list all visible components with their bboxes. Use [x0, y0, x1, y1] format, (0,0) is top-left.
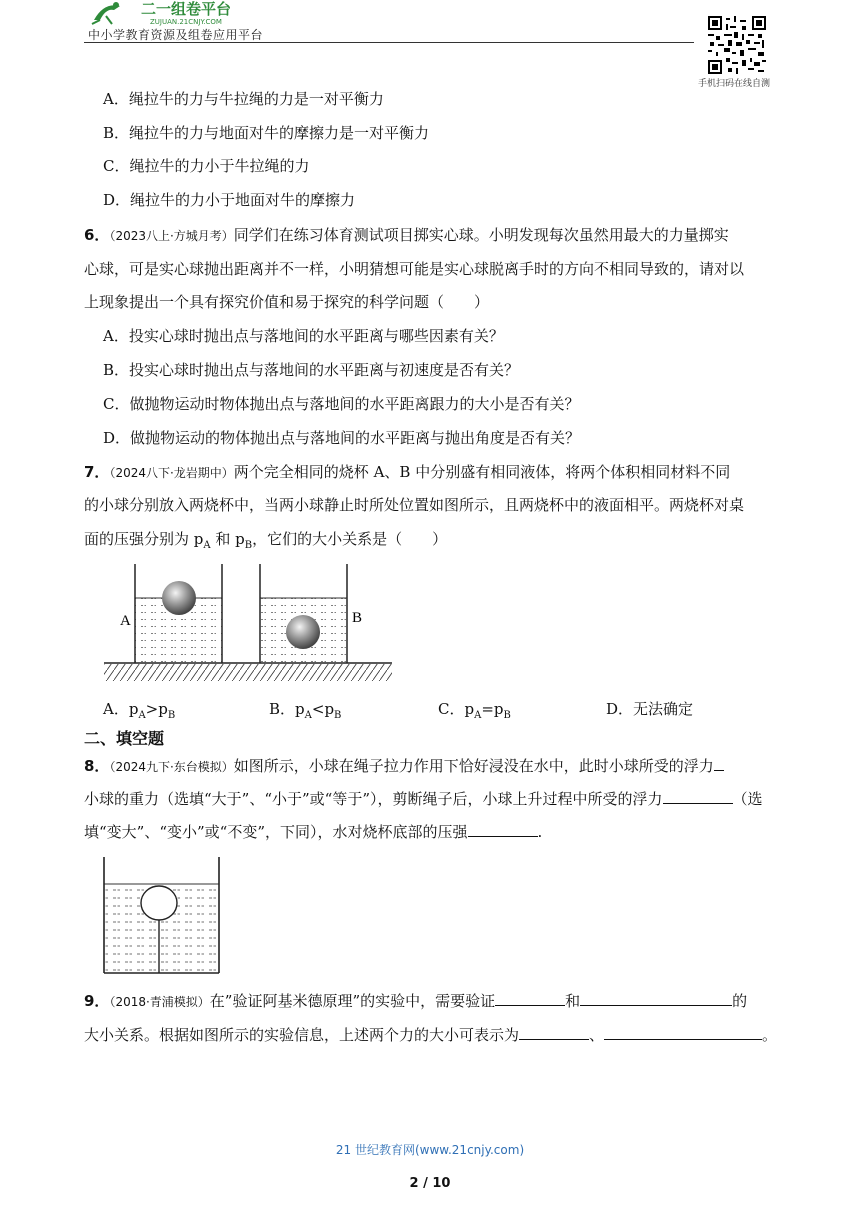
q7-source: （2024八下·龙岩期中） — [109, 466, 234, 480]
q6-text: 同学们在练习体育测试项目掷实心球。小明发现每次虽然用最大的力量掷实 — [233, 226, 729, 244]
q7-stem-line2: 的小球分别放入两烧杯中，当两小球静止时所处位置如图所示，且两烧杯中的液面相平。两烧杯对桌 — [84, 496, 745, 514]
q8-blank-2[interactable] — [663, 789, 733, 804]
q8-number: 8． — [84, 757, 110, 775]
q7-option-d: D．无法确定 — [606, 700, 694, 718]
header-divider — [84, 42, 694, 43]
q6-source: （2023八上·方城月考） — [109, 229, 234, 243]
brand-subtitle: 中小学教育资源及组卷应用平台 — [88, 28, 264, 42]
q8-beaker-figure — [100, 854, 224, 978]
q8-text: 如图所示，小球在绳子拉力作用下恰好浸没在水中，此时小球所受的浮力 — [233, 757, 714, 775]
ball-a — [162, 581, 196, 615]
brand-logo — [86, 0, 286, 26]
q8-stem-line1 — [84, 756, 724, 777]
q8-source: （2024九下·东台模拟） — [109, 760, 234, 774]
q9-stem-line2: 大小关系。根据如图所示的实验信息，上述两个力的大小可表示为 、 。 — [84, 1026, 778, 1044]
q8-stem-line2: 小球的重力（选填“大于”、“小于”或“等于”），剪断绳子后，小球上升过程中所受的浮力 （选 — [84, 790, 763, 808]
q9-blank-1[interactable] — [495, 991, 565, 1006]
q7-stem-line3: 面的压强分别为 $p_A$ 和 $p_B$，它们的大小关系是（ ） — [84, 530, 448, 551]
q6-option-c: C．做抛物运动时物体抛出点与落地间的水平距离跟力的大小是否有关？ — [103, 395, 580, 413]
q8-blank-1[interactable] — [714, 756, 724, 771]
q7-option-a: A．$p_A>p_B$ — [103, 700, 176, 721]
q9-blank-2[interactable] — [580, 991, 732, 1006]
footer-site-link[interactable]: 21 世纪教育网(www.21cnjy.com) — [335, 1143, 525, 1157]
q9-blank-4[interactable] — [604, 1025, 762, 1040]
q7-beakers-figure — [100, 560, 396, 686]
q9-source: （2018·青浦模拟） — [109, 995, 210, 1009]
q6-option-d: D．做抛物运动的物体抛出点与落地间的水平距离与抛出角度是否有关？ — [103, 429, 581, 447]
q6-stem-line1 — [84, 225, 729, 246]
qr-caption: 手机扫码在线自测 — [698, 79, 771, 89]
ball-b — [286, 615, 320, 649]
beaker-a-label: A — [120, 613, 131, 629]
q9-stem-line1: 9．（2018·青浦模拟）在”验证阿基米德原理”的实验中，需要验证 和 的 — [84, 992, 748, 1010]
q7-text: 两个完全相同的烧杯 A、B 中分别盛有相同液体，将两个体积相同材料不同 — [233, 463, 731, 481]
q7-number: 7． — [84, 463, 110, 481]
logo-text: 二一组卷平台 — [140, 0, 232, 18]
q6-stem-line3: 上现象提出一个具有探究价值和易于探究的科学问题（ ） — [84, 293, 490, 311]
q6-option-b: B．投实心球时抛出点与落地间的水平距离与初速度是否有关？ — [103, 361, 520, 379]
q5-option-b: B．绳拉牛的力与地面对牛的摩擦力是一对平衡力 — [103, 124, 430, 142]
logo-url-text: ZUJUAN.21CNJY.COM — [150, 18, 222, 26]
page-number: 2 / 10 — [409, 1176, 451, 1191]
q5-option-a: A．绳拉牛的力与牛拉绳的力是一对平衡力 — [103, 90, 384, 108]
qr-code-icon[interactable] — [708, 16, 766, 74]
table-hatch — [104, 664, 392, 681]
q9-number: 9． — [84, 992, 110, 1010]
q5-option-d: D．绳拉牛的力小于地面对牛的摩擦力 — [103, 191, 356, 209]
q8-blank-3[interactable] — [468, 822, 538, 837]
q7-option-b: B．$p_A<p_B$ — [269, 700, 342, 721]
q6-option-a: A．投实心球时抛出点与落地间的水平距离与哪些因素有关？ — [103, 327, 504, 345]
q7-option-c: C．$p_A=p_B$ — [438, 700, 511, 721]
q5-option-c: C．绳拉牛的力小于牛拉绳的力 — [103, 157, 310, 175]
q6-number: 6． — [84, 226, 110, 244]
section-title-fill-blank: 二、填空题 — [84, 729, 165, 748]
q6-stem-line2: 心球，可是实心球抛出距离并不一样，小明猜想可能是实心球脱离手时的方向不相同导致的，请对以 — [84, 260, 745, 278]
q7-stem-line1 — [84, 462, 730, 483]
ball — [141, 886, 177, 920]
q9-blank-3[interactable] — [519, 1025, 589, 1040]
q8-stem-line3: 填“变大”、“变小”或“不变”，下同），水对烧杯底部的压强 . — [84, 823, 543, 841]
beaker-b-label: B — [352, 610, 363, 626]
